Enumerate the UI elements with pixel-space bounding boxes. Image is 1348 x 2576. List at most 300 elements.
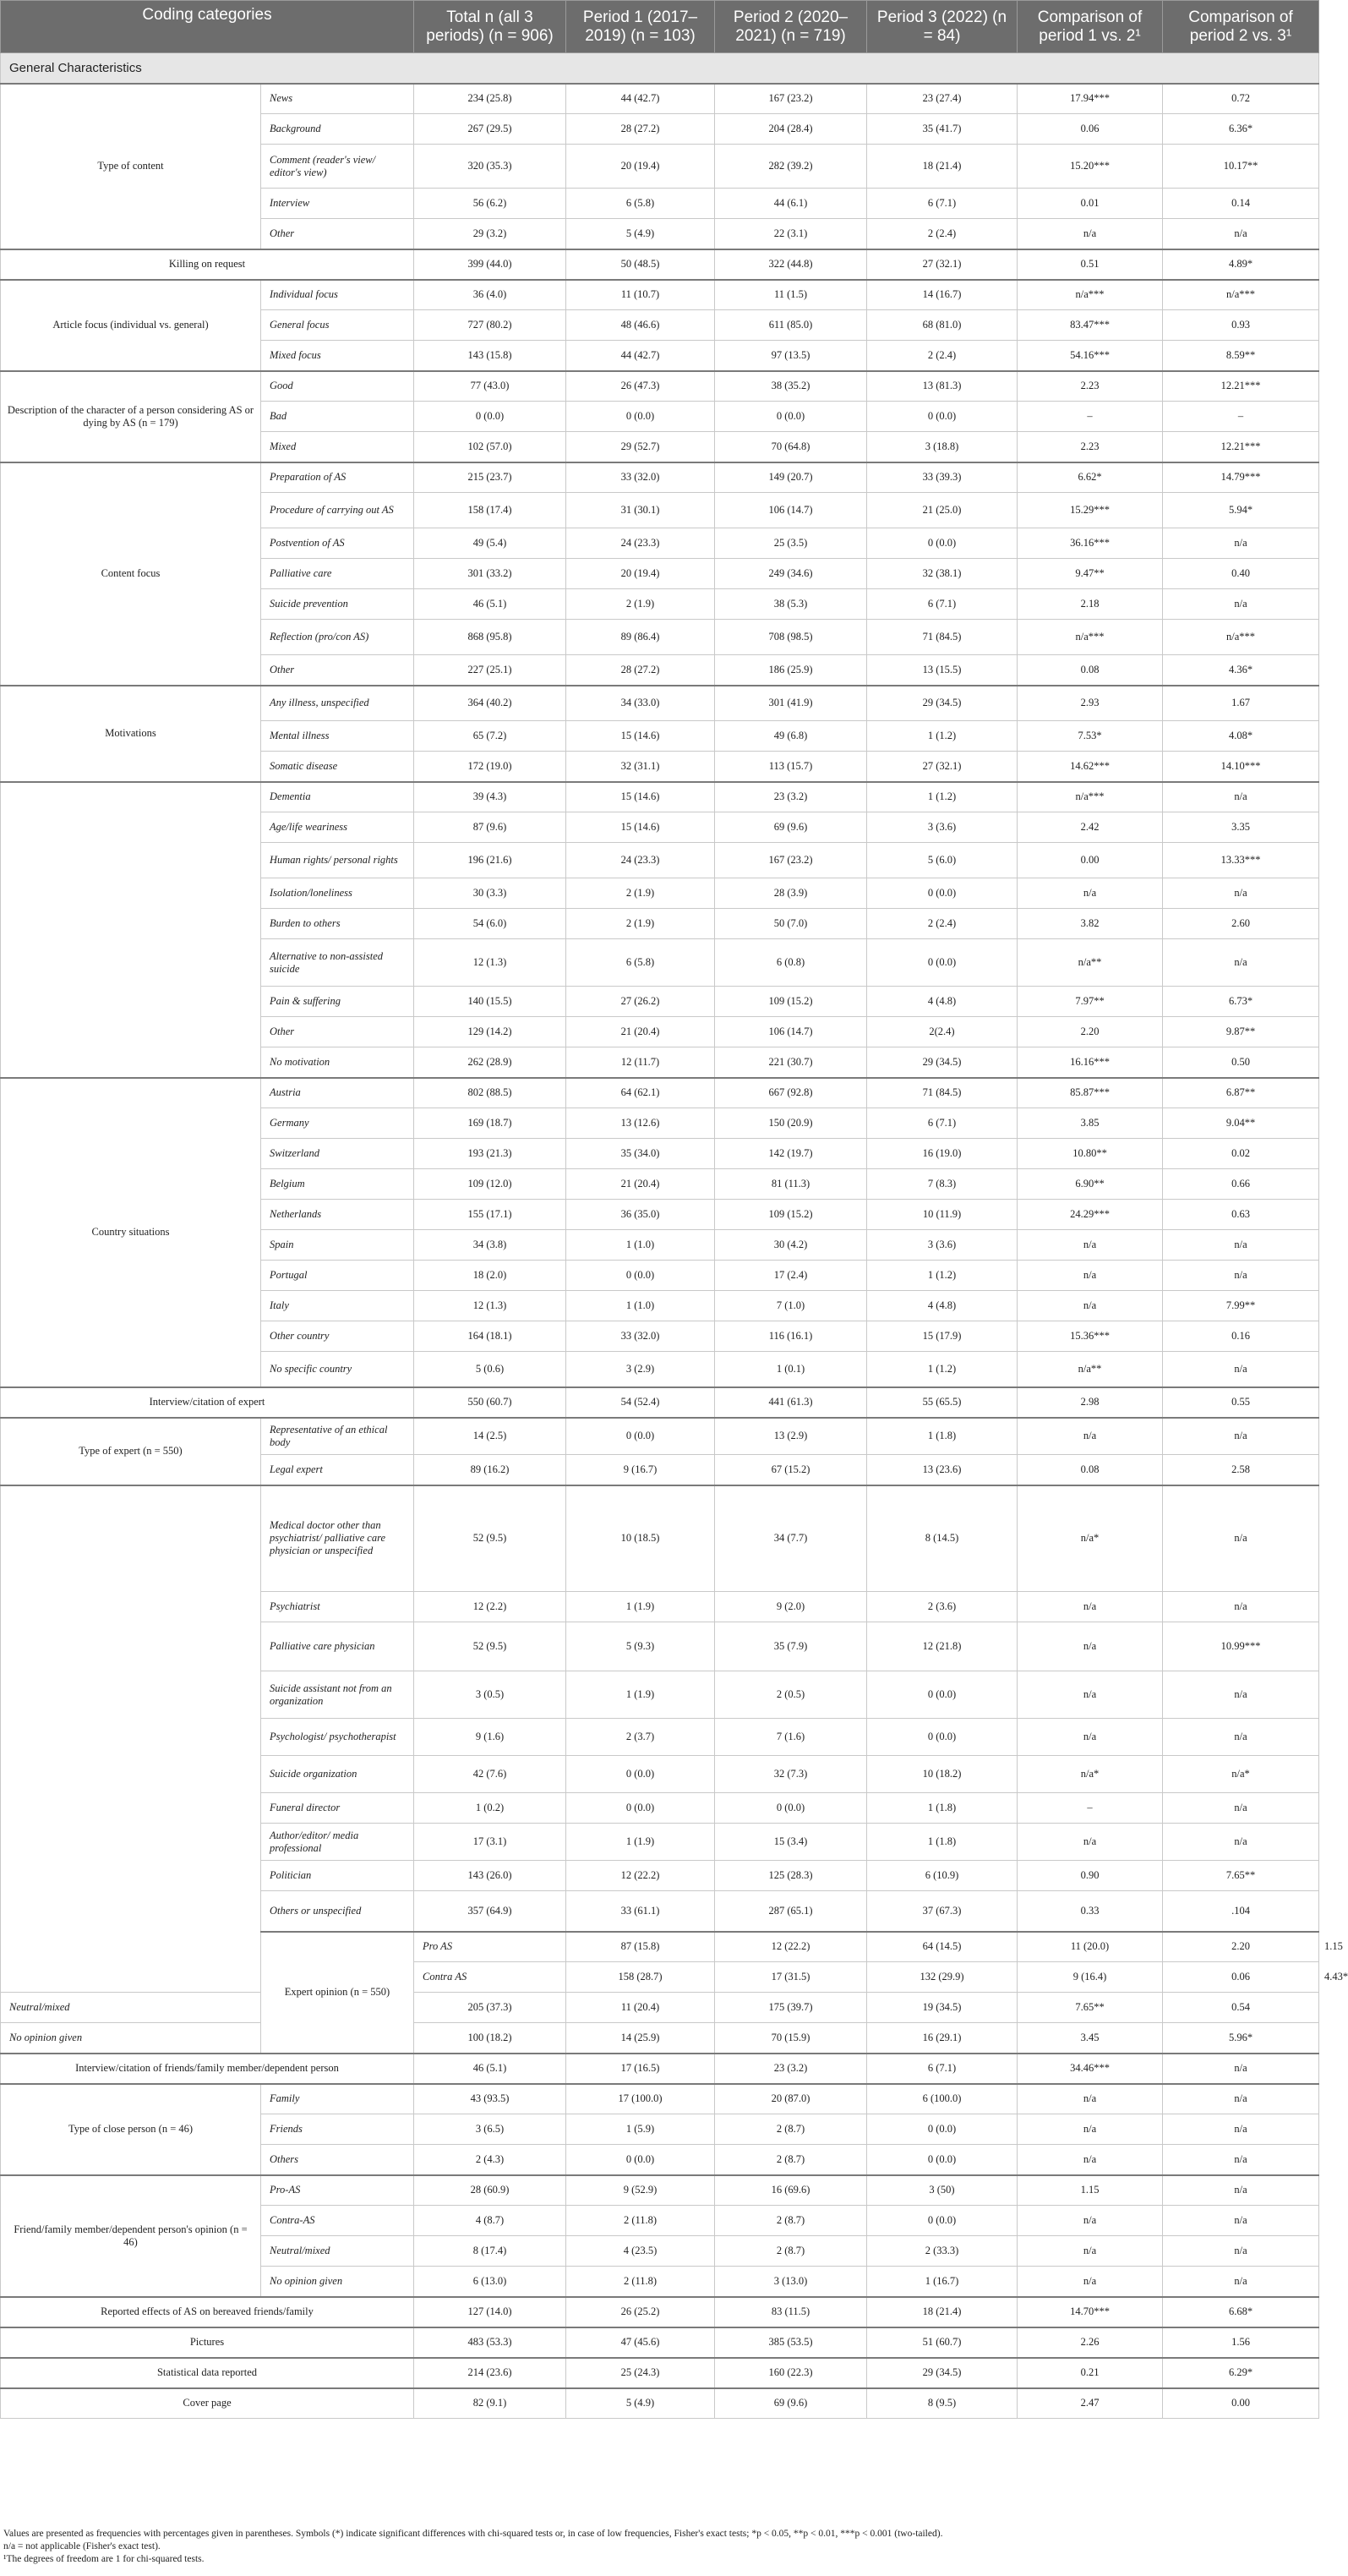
comparison-2-3-cell: 14.79*** xyxy=(1163,462,1319,493)
period-2-cell: 9 (2.0) xyxy=(715,1592,867,1622)
comparison-1-2-cell: n/a xyxy=(1018,2206,1163,2236)
comparison-2-3-cell: 2.58 xyxy=(1163,1455,1319,1485)
period-2-cell: 97 (13.5) xyxy=(715,341,867,371)
comparison-1-2-cell: n/a xyxy=(1018,2084,1163,2114)
total-cell: 193 (21.3) xyxy=(414,1139,566,1169)
comparison-1-2-cell: 6.90** xyxy=(1018,1169,1163,1200)
comparison-2-3-cell: 0.02 xyxy=(1163,1139,1319,1169)
period-1-cell: 21 (20.4) xyxy=(566,1169,715,1200)
total-cell: 1 (0.2) xyxy=(414,1793,566,1824)
comparison-1-2-cell: 2.20 xyxy=(1018,1017,1163,1047)
period-2-cell: 38 (35.2) xyxy=(715,371,867,402)
period-3-cell: 0 (0.0) xyxy=(867,528,1018,559)
comparison-2-3-cell: 8.59** xyxy=(1163,341,1319,371)
period-1-cell: 25 (24.3) xyxy=(566,2358,715,2388)
total-cell: 727 (80.2) xyxy=(414,310,566,341)
comparison-1-2-cell: n/a xyxy=(1018,1671,1163,1719)
table-row xyxy=(1,2388,1319,2419)
subcategory-label: Other xyxy=(261,219,414,249)
period-3-cell: 29 (34.5) xyxy=(867,1047,1018,1078)
period-3-cell: 10 (11.9) xyxy=(867,1200,1018,1230)
period-2-cell: 28 (3.9) xyxy=(715,878,867,909)
comparison-1-2-cell: 9.47** xyxy=(1018,559,1163,589)
comparison-1-2-cell: 0.21 xyxy=(1018,2358,1163,2388)
total-cell: 0 (0.0) xyxy=(414,402,566,432)
comparison-1-2-cell: n/a*** xyxy=(1018,782,1163,812)
period-2-cell: 204 (28.4) xyxy=(715,114,867,145)
period-1-cell: 4 (23.5) xyxy=(566,2236,715,2267)
period-2-cell: 7 (1.0) xyxy=(715,1291,867,1321)
period-1-cell: 44 (42.7) xyxy=(566,84,715,114)
comparison-2-3-cell: n/a*** xyxy=(1163,620,1319,655)
total-cell: 267 (29.5) xyxy=(414,114,566,145)
comparison-1-2-cell: 83.47*** xyxy=(1018,310,1163,341)
subcategory-label: Age/life weariness xyxy=(261,812,414,843)
comparison-2-3-cell: n/a xyxy=(1163,878,1319,909)
section-row xyxy=(1,53,1319,84)
subcategory-label: Suicide prevention xyxy=(261,589,414,620)
subcategory-label: Belgium xyxy=(261,1169,414,1200)
total-cell: 3 (6.5) xyxy=(414,2114,566,2145)
category-label: Motivations xyxy=(1,686,261,782)
period-3-cell: 3 (3.6) xyxy=(867,812,1018,843)
comparison-2-3-cell: 0.16 xyxy=(1163,1321,1319,1352)
period-2-cell: 149 (20.7) xyxy=(715,462,867,493)
comparison-1-2-cell: 0.06 xyxy=(1163,1962,1319,1993)
period-2-cell: 2 (8.7) xyxy=(715,2145,867,2175)
comparison-1-2-cell: n/a** xyxy=(1018,1352,1163,1387)
period-3-cell: 0 (0.0) xyxy=(867,402,1018,432)
subcategory-label: Switzerland xyxy=(261,1139,414,1169)
period-3-cell: 29 (34.5) xyxy=(867,686,1018,721)
period-1-cell: 3 (2.9) xyxy=(566,1352,715,1387)
comparison-2-3-cell: 5.94* xyxy=(1163,493,1319,528)
category-label: Killing on request xyxy=(1,249,414,280)
comparison-1-2-cell: 10.80** xyxy=(1018,1139,1163,1169)
period-1-cell: 2 (11.8) xyxy=(566,2206,715,2236)
period-2-cell: 106 (14.7) xyxy=(715,1017,867,1047)
period-2-cell: 109 (15.2) xyxy=(715,987,867,1017)
total-cell: 3 (0.5) xyxy=(414,1671,566,1719)
comparison-2-3-cell: 3.35 xyxy=(1163,812,1319,843)
total-cell: 54 (6.0) xyxy=(414,909,566,939)
period-2-cell: 175 (39.7) xyxy=(715,1993,867,2023)
period-1-cell: 14 (25.9) xyxy=(566,2023,715,2054)
total-cell: 52 (9.5) xyxy=(414,1485,566,1592)
total-cell: 14 (2.5) xyxy=(414,1418,566,1455)
comparison-2-3-cell: n/a xyxy=(1163,1485,1319,1592)
total-cell: 143 (15.8) xyxy=(414,341,566,371)
comparison-2-3-cell: 4.36* xyxy=(1163,655,1319,686)
table-row xyxy=(1,2297,1319,2327)
total-cell: 42 (7.6) xyxy=(414,1756,566,1793)
subcategory-label: Other xyxy=(261,1017,414,1047)
total-cell: 357 (64.9) xyxy=(414,1891,566,1932)
total-cell: 109 (12.0) xyxy=(414,1169,566,1200)
period-1-cell: 5 (4.9) xyxy=(566,219,715,249)
comparison-2-3-cell: 5.96* xyxy=(1163,2023,1319,2054)
period-3-cell: 33 (39.3) xyxy=(867,462,1018,493)
total-cell: 87 (9.6) xyxy=(414,812,566,843)
table-notes xyxy=(3,2528,1229,2566)
total-cell: 140 (15.5) xyxy=(414,987,566,1017)
table-row xyxy=(1,686,1319,721)
comparison-1-2-cell: n/a xyxy=(1018,1622,1163,1671)
header-period-3: Period 3 (2022) (n = 84) xyxy=(867,1,1018,53)
period-3-cell: 21 (25.0) xyxy=(867,493,1018,528)
total-cell: 320 (35.3) xyxy=(414,145,566,189)
table-row xyxy=(1,1387,1319,1418)
period-1-cell: 0 (0.0) xyxy=(566,1793,715,1824)
period-1-cell: 15 (14.6) xyxy=(566,812,715,843)
category-label: Article focus (individual vs. general) xyxy=(1,280,261,371)
comparison-1-2-cell: 3.45 xyxy=(1018,2023,1163,2054)
period-1-cell: 11 (20.4) xyxy=(566,1993,715,2023)
subcategory-label: Dementia xyxy=(261,782,414,812)
comparison-2-3-cell: n/a xyxy=(1163,2084,1319,2114)
period-2-cell: 0 (0.0) xyxy=(715,402,867,432)
period-1-cell: 13 (12.6) xyxy=(566,1108,715,1139)
subcategory-label: Psychiatrist xyxy=(261,1592,414,1622)
subcategory-label: Friends xyxy=(261,2114,414,2145)
comparison-1-2-cell: n/a xyxy=(1018,2236,1163,2267)
total-cell: 29 (3.2) xyxy=(414,219,566,249)
period-1-cell: 26 (47.3) xyxy=(566,371,715,402)
period-1-cell: 2 (1.9) xyxy=(566,589,715,620)
period-2-cell: 132 (29.9) xyxy=(867,1962,1018,1993)
period-3-cell: 13 (15.5) xyxy=(867,655,1018,686)
period-3-cell: 1 (1.2) xyxy=(867,782,1018,812)
header-total: Total n (all 3 periods) (n = 906) xyxy=(414,1,566,53)
period-2-cell: 83 (11.5) xyxy=(715,2297,867,2327)
period-2-cell: 150 (20.9) xyxy=(715,1108,867,1139)
comparison-2-3-cell: n/a xyxy=(1163,1824,1319,1861)
comparison-2-3-cell: n/a xyxy=(1163,1352,1319,1387)
header-comparison-2-3: Comparison of period 2 vs. 3¹ xyxy=(1163,1,1319,53)
subcategory-label: Isolation/loneliness xyxy=(261,878,414,909)
period-2-cell: 667 (92.8) xyxy=(715,1078,867,1108)
period-1-cell: 2 (3.7) xyxy=(566,1719,715,1756)
period-1-cell: 64 (62.1) xyxy=(566,1078,715,1108)
period-1-cell: 9 (52.9) xyxy=(566,2175,715,2206)
period-1-cell: 31 (30.1) xyxy=(566,493,715,528)
period-3-cell: 0 (0.0) xyxy=(867,1671,1018,1719)
period-2-cell: 69 (9.6) xyxy=(715,812,867,843)
table-row: Contra AS 158 (28.7) 17 (31.5) 132 (29.9) 9 (16.4) 0.06 4.43* xyxy=(1,1962,1319,1993)
period-1-cell: 17 (100.0) xyxy=(566,2084,715,2114)
subcategory-label: Family xyxy=(261,2084,414,2114)
subcategory-label: Burden to others xyxy=(261,909,414,939)
comparison-2-3-cell: n/a xyxy=(1163,2236,1319,2267)
total-cell: 9 (1.6) xyxy=(414,1719,566,1756)
period-3-cell: 0 (0.0) xyxy=(867,878,1018,909)
period-2-cell: 70 (15.9) xyxy=(715,2023,867,2054)
table-row xyxy=(1,1485,1319,1592)
period-3-cell: 0 (0.0) xyxy=(867,2114,1018,2145)
total-cell: 65 (7.2) xyxy=(414,721,566,752)
period-3-cell: 27 (32.1) xyxy=(867,249,1018,280)
period-2-cell: 23 (3.2) xyxy=(715,2054,867,2084)
comparison-2-3-cell: n/a xyxy=(1163,1261,1319,1291)
period-1-cell: 27 (26.2) xyxy=(566,987,715,1017)
comparison-2-3-cell: 2.60 xyxy=(1163,909,1319,939)
total-cell: 158 (17.4) xyxy=(414,493,566,528)
comparison-2-3-cell: 14.10*** xyxy=(1163,752,1319,782)
comparison-1-2-cell: 2.23 xyxy=(1018,432,1163,462)
period-1-cell: 11 (10.7) xyxy=(566,280,715,310)
period-1-cell: 47 (45.6) xyxy=(566,2327,715,2358)
period-2-cell: 38 (5.3) xyxy=(715,589,867,620)
period-1-cell: 1 (1.0) xyxy=(566,1291,715,1321)
period-1-cell: 1 (5.9) xyxy=(566,2114,715,2145)
period-3-cell: 18 (21.4) xyxy=(867,2297,1018,2327)
period-1-cell: 1 (1.9) xyxy=(566,1592,715,1622)
comparison-1-2-cell: n/a xyxy=(1018,878,1163,909)
period-1-cell: 9 (16.7) xyxy=(566,1455,715,1485)
comparison-2-3-cell: n/a*** xyxy=(1163,280,1319,310)
comparison-2-3-cell: 0.14 xyxy=(1163,189,1319,219)
period-1-cell: 17 (31.5) xyxy=(715,1962,867,1993)
subcategory-label: Representative of an ethical body xyxy=(261,1418,414,1455)
table-row xyxy=(1,371,1319,402)
period-2-cell: 6 (0.8) xyxy=(715,939,867,987)
comparison-2-3-cell: 6.87** xyxy=(1163,1078,1319,1108)
comparison-2-3-cell: 10.99*** xyxy=(1163,1622,1319,1671)
table-row xyxy=(1,2054,1319,2084)
comparison-2-3-cell: .104 xyxy=(1163,1891,1319,1932)
comparison-1-2-cell: 2.93 xyxy=(1018,686,1163,721)
period-3-cell: 14 (16.7) xyxy=(867,280,1018,310)
total-cell: 87 (15.8) xyxy=(566,1932,715,1962)
comparison-2-3-cell: n/a xyxy=(1163,1418,1319,1455)
total-cell: 4 (8.7) xyxy=(414,2206,566,2236)
comparison-1-2-cell: 7.53* xyxy=(1018,721,1163,752)
table-row xyxy=(1,2327,1319,2358)
period-2-cell: 70 (64.8) xyxy=(715,432,867,462)
subcategory-label: Others or unspecified xyxy=(261,1891,414,1932)
total-cell: 2 (4.3) xyxy=(414,2145,566,2175)
comparison-1-2-cell: n/a xyxy=(1018,1592,1163,1622)
period-2-cell: 81 (11.3) xyxy=(715,1169,867,1200)
comparison-1-2-cell: 0.08 xyxy=(1018,655,1163,686)
subcategory-label: Pro-AS xyxy=(261,2175,414,2206)
total-cell: 102 (57.0) xyxy=(414,432,566,462)
total-cell: 234 (25.8) xyxy=(414,84,566,114)
comparison-1-2-cell: n/a xyxy=(1018,2267,1163,2297)
comparison-1-2-cell: – xyxy=(1018,1793,1163,1824)
subcategory-label: Mixed focus xyxy=(261,341,414,371)
subcategory-label: Bad xyxy=(261,402,414,432)
period-1-cell: 2 (1.9) xyxy=(566,909,715,939)
table-row xyxy=(1,2175,1319,2206)
category-label: Interview/citation of friends/family member/dependent person xyxy=(1,2054,414,2084)
comparison-2-3-cell: 0.40 xyxy=(1163,559,1319,589)
total-cell: 483 (53.3) xyxy=(414,2327,566,2358)
subcategory-label: Alternative to non-assisted suicide xyxy=(261,939,414,987)
note-line: n/a = not applicable (Fisher's exact test). xyxy=(3,2541,161,2551)
comparison-1-2-cell: n/a xyxy=(1018,2114,1163,2145)
note-line: Values are presented as frequencies with percentages given in parentheses. Symbols (*) indicate significant differences with chi-squared tests or, in case of low frequencies, Fisher's exact tests; *p < 0.05, **p < 0.01, ***p < 0.001 (two-tailed). xyxy=(3,2529,943,2539)
period-2-cell: 221 (30.7) xyxy=(715,1047,867,1078)
table-row xyxy=(1,462,1319,493)
comparison-2-3-cell: n/a xyxy=(1163,2206,1319,2236)
category-label: Cover page xyxy=(1,2388,414,2419)
period-3-cell: 1 (1.2) xyxy=(867,1352,1018,1387)
period-3-cell: 3 (50) xyxy=(867,2175,1018,2206)
category-label: Expert opinion (n = 550) xyxy=(261,1932,414,2054)
subcategory-label: Other country xyxy=(261,1321,414,1352)
period-3-cell: 4 (4.8) xyxy=(867,987,1018,1017)
category-label: Pictures xyxy=(1,2327,414,2358)
comparison-2-3-cell: 7.99** xyxy=(1163,1291,1319,1321)
period-1-cell: 12 (22.2) xyxy=(566,1861,715,1891)
period-3-cell: 2(2.4) xyxy=(867,1017,1018,1047)
period-2-cell: 67 (15.2) xyxy=(715,1455,867,1485)
total-cell: 56 (6.2) xyxy=(414,189,566,219)
period-3-cell: 12 (21.8) xyxy=(867,1622,1018,1671)
comparison-1-2-cell: n/a* xyxy=(1018,1485,1163,1592)
period-2-cell: 2 (8.7) xyxy=(715,2206,867,2236)
period-2-cell: 69 (9.6) xyxy=(715,2388,867,2419)
period-2-cell: 441 (61.3) xyxy=(715,1387,867,1418)
total-cell: 12 (2.2) xyxy=(414,1592,566,1622)
comparison-1-2-cell: n/a*** xyxy=(1018,620,1163,655)
comparison-1-2-cell: 0.06 xyxy=(1018,114,1163,145)
header-period-1: Period 1 (2017–2019) (n = 103) xyxy=(566,1,715,53)
comparison-1-2-cell: n/a xyxy=(1018,219,1163,249)
comparison-2-3-cell: n/a xyxy=(1163,219,1319,249)
period-3-cell: 6 (7.1) xyxy=(867,589,1018,620)
period-1-cell: 44 (42.7) xyxy=(566,341,715,371)
total-cell: 802 (88.5) xyxy=(414,1078,566,1108)
period-2-cell: 7 (1.6) xyxy=(715,1719,867,1756)
period-2-cell: 708 (98.5) xyxy=(715,620,867,655)
comparison-2-3-cell: 0.63 xyxy=(1163,1200,1319,1230)
period-2-cell: 611 (85.0) xyxy=(715,310,867,341)
period-3-cell: 71 (84.5) xyxy=(867,1078,1018,1108)
period-3-cell: 11 (20.0) xyxy=(1018,1932,1163,1962)
period-2-cell: 160 (22.3) xyxy=(715,2358,867,2388)
category-label: Type of close person (n = 46) xyxy=(1,2084,261,2175)
period-3-cell: 5 (6.0) xyxy=(867,843,1018,878)
total-cell: 550 (60.7) xyxy=(414,1387,566,1418)
subcategory-label: Interview xyxy=(261,189,414,219)
period-1-cell: 33 (61.1) xyxy=(566,1891,715,1932)
comparison-2-3-cell: n/a xyxy=(1163,1592,1319,1622)
period-2-cell: 116 (16.1) xyxy=(715,1321,867,1352)
comparison-1-2-cell: n/a xyxy=(1018,1719,1163,1756)
period-1-cell: 33 (32.0) xyxy=(566,1321,715,1352)
total-cell: 34 (3.8) xyxy=(414,1230,566,1261)
comparison-1-2-cell: 2.20 xyxy=(1163,1932,1319,1962)
subcategory-label: Germany xyxy=(261,1108,414,1139)
subcategory-label: Suicide assistant not from an organization xyxy=(261,1671,414,1719)
subcategory-label: Netherlands xyxy=(261,1200,414,1230)
total-cell: 100 (18.2) xyxy=(414,2023,566,2054)
total-cell: 82 (9.1) xyxy=(414,2388,566,2419)
comparison-2-3-cell: n/a* xyxy=(1163,1756,1319,1793)
subcategory-label: Politician xyxy=(261,1861,414,1891)
period-1-cell: 0 (0.0) xyxy=(566,402,715,432)
comparison-1-2-cell: 14.62*** xyxy=(1018,752,1163,782)
period-1-cell: 5 (4.9) xyxy=(566,2388,715,2419)
period-3-cell: 18 (21.4) xyxy=(867,145,1018,189)
comparison-1-2-cell: 0.51 xyxy=(1018,249,1163,280)
period-2-cell: 142 (19.7) xyxy=(715,1139,867,1169)
comparison-1-2-cell: n/a xyxy=(1018,1418,1163,1455)
category-label: Statistical data reported xyxy=(1,2358,414,2388)
comparison-1-2-cell: 2.26 xyxy=(1018,2327,1163,2358)
period-1-cell: 20 (19.4) xyxy=(566,145,715,189)
period-1-cell: 24 (23.3) xyxy=(566,528,715,559)
comparison-2-3-cell: 0.54 xyxy=(1163,1993,1319,2023)
comparison-1-2-cell: – xyxy=(1018,402,1163,432)
period-3-cell: 13 (81.3) xyxy=(867,371,1018,402)
period-2-cell: 44 (6.1) xyxy=(715,189,867,219)
period-3-cell: 19 (34.5) xyxy=(867,1993,1018,2023)
period-1-cell: 24 (23.3) xyxy=(566,843,715,878)
period-2-cell: 17 (2.4) xyxy=(715,1261,867,1291)
category-label: Interview/citation of expert xyxy=(1,1387,414,1418)
comparison-1-2-cell: 2.23 xyxy=(1018,371,1163,402)
subcategory-label: Others xyxy=(261,2145,414,2175)
period-3-cell: 2 (33.3) xyxy=(867,2236,1018,2267)
category-label: Friend/family member/dependent person's opinion (n = 46) xyxy=(1,2175,261,2297)
period-1-cell: 32 (31.1) xyxy=(566,752,715,782)
period-1-cell: 36 (35.0) xyxy=(566,1200,715,1230)
subcategory-label: Pro AS xyxy=(414,1932,566,1962)
subcategory-label: Legal expert xyxy=(261,1455,414,1485)
subcategory-label: Individual focus xyxy=(261,280,414,310)
comparison-1-2-cell: 2.47 xyxy=(1018,2388,1163,2419)
period-3-cell: 1 (1.8) xyxy=(867,1793,1018,1824)
period-3-cell: 0 (0.0) xyxy=(867,939,1018,987)
comparison-2-3-cell: 0.55 xyxy=(1163,1387,1319,1418)
subcategory-label: Other xyxy=(261,655,414,686)
table-row xyxy=(1,1993,1319,2023)
period-2-cell: 20 (87.0) xyxy=(715,2084,867,2114)
period-1-cell: 15 (14.6) xyxy=(566,782,715,812)
subcategory-label: No motivation xyxy=(261,1047,414,1078)
total-cell: 301 (33.2) xyxy=(414,559,566,589)
period-3-cell: 13 (23.6) xyxy=(867,1455,1018,1485)
total-cell: 143 (26.0) xyxy=(414,1861,566,1891)
period-2-cell: 167 (23.2) xyxy=(715,843,867,878)
period-1-cell: 26 (25.2) xyxy=(566,2297,715,2327)
subcategory-label: Austria xyxy=(261,1078,414,1108)
comparison-1-2-cell: 0.01 xyxy=(1018,189,1163,219)
total-cell: 52 (9.5) xyxy=(414,1622,566,1671)
subcategory-label: Somatic disease xyxy=(261,752,414,782)
total-cell: 36 (4.0) xyxy=(414,280,566,310)
subcategory-label: Contra AS xyxy=(414,1962,566,1993)
header-comparison-1-2: Comparison of period 1 vs. 2¹ xyxy=(1018,1,1163,53)
period-1-cell: 2 (1.9) xyxy=(566,878,715,909)
period-3-cell: 0 (0.0) xyxy=(867,2206,1018,2236)
period-1-cell: 0 (0.0) xyxy=(566,1418,715,1455)
period-2-cell: 287 (65.1) xyxy=(715,1891,867,1932)
period-1-cell: 50 (48.5) xyxy=(566,249,715,280)
comparison-2-3-cell: n/a xyxy=(1163,2175,1319,2206)
comparison-1-2-cell: 2.98 xyxy=(1018,1387,1163,1418)
subcategory-label: Good xyxy=(261,371,414,402)
category-label: Type of expert (n = 550) xyxy=(1,1418,261,1485)
subcategory-label: Pain & suffering xyxy=(261,987,414,1017)
subcategory-label: Neutral/mixed xyxy=(261,2236,414,2267)
period-2-cell: 30 (4.2) xyxy=(715,1230,867,1261)
period-2-cell: 25 (3.5) xyxy=(715,528,867,559)
subcategory-label: Suicide organization xyxy=(261,1756,414,1793)
